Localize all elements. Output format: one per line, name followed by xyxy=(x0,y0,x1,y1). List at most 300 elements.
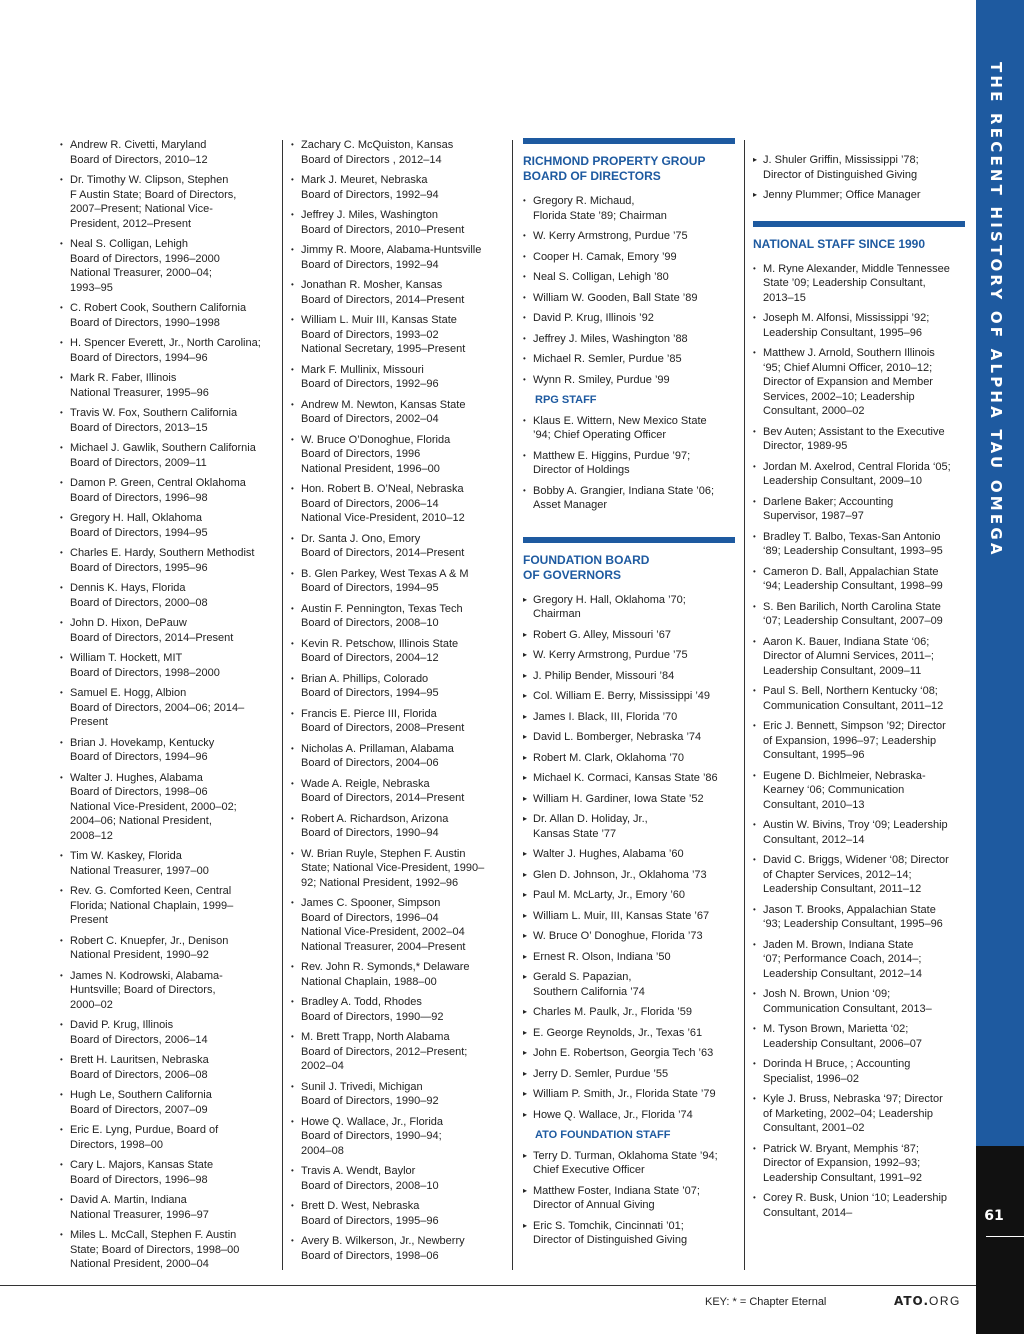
list-item xyxy=(291,532,509,561)
list-item xyxy=(753,262,965,306)
list-item xyxy=(753,1022,965,1051)
list-item xyxy=(523,291,735,306)
list-item-line: W. Kerry Armstrong, Purdue ’75 xyxy=(533,230,688,242)
list-item xyxy=(523,229,735,244)
list-item xyxy=(753,153,965,182)
list-item-line: Dennis K. Hays, Florida xyxy=(70,582,186,594)
list-item-line: Mark J. Meuret, Nebraska xyxy=(301,174,428,186)
list-item xyxy=(523,373,735,388)
column-board-list-2 xyxy=(291,138,509,1269)
list-item-line: National Chaplain, 1988–00 xyxy=(301,975,437,988)
list-item-line: Leadership Consultant, 2011–12 xyxy=(763,883,922,895)
list-item-line: President, 2012–Present xyxy=(70,217,192,230)
list-item-line: Corey R. Busk, Union ‘10; Leadership xyxy=(763,1192,948,1204)
list-item-line: Kevin R. Petschow, Illinois State xyxy=(301,637,459,650)
list-item-line: ’94; Chief Operating Officer xyxy=(533,429,667,441)
list-item xyxy=(753,1142,965,1186)
list-item-line: W. Kerry Armstrong, Purdue ’75 xyxy=(533,649,688,661)
list-item xyxy=(60,371,280,400)
foundation-staff-list xyxy=(523,1149,735,1248)
list-item-line: Eugene D. Bichlmeier, Nebraska- xyxy=(763,769,926,782)
list-item-line: Board of Directors, 1994–95 xyxy=(70,526,208,539)
list-item-line: Ernest R. Olson, Indiana ’50 xyxy=(533,950,671,963)
list-item-line: Jeffrey J. Miles, Washington ’88 xyxy=(533,332,688,345)
list-item xyxy=(753,719,965,763)
list-item xyxy=(523,628,735,643)
list-item-line: W. Bruce O’Donoghue, Florida xyxy=(301,433,451,446)
list-item xyxy=(523,751,735,766)
list-item xyxy=(523,847,735,862)
column-rpg-foundation xyxy=(523,138,735,1254)
list-item-line: Walter J. Hughes, Alabama xyxy=(70,771,203,784)
list-item-line: Joseph M. Alfonsi, Mississippi ’92; xyxy=(763,312,930,324)
list-item xyxy=(523,1219,735,1248)
list-item xyxy=(753,818,965,847)
list-item xyxy=(60,1088,280,1117)
list-item-line: National President, 2000–04 xyxy=(70,1258,209,1270)
list-item-line: Consultant, 2014– xyxy=(763,1206,853,1219)
list-item-line: Board of Directors, 2014–Present xyxy=(301,293,465,306)
page-number-rule xyxy=(986,1236,1024,1237)
list-item-line: C. Robert Cook, Southern California xyxy=(70,302,247,314)
list-item xyxy=(523,1184,735,1213)
list-item-line: William P. Smith, Jr., Florida State ’79 xyxy=(533,1088,716,1100)
list-item-line: Board of Directors, 2004–06; 2014– xyxy=(70,701,245,714)
list-item xyxy=(753,346,965,419)
list-item-line: ‘07; Performance Coach, 2014–; xyxy=(763,953,922,965)
rpg-staff-heading: RPG STAFF xyxy=(535,394,597,406)
list-item xyxy=(291,173,509,202)
list-item-line: Walter J. Hughes, Alabama ’60 xyxy=(533,848,684,860)
rpg-staff-list xyxy=(523,414,735,513)
rpg-board-list xyxy=(523,194,735,387)
list-item xyxy=(60,616,280,645)
running-title: THE RECENT HISTORY OF ALPHA TAU OMEGA xyxy=(987,62,1005,558)
list-item-line: Charles E. Hardy, Southern Methodist xyxy=(70,547,255,559)
page-number-box xyxy=(976,1146,1024,1334)
list-item-line: Bradley T. Balbo, Texas-San Antonio xyxy=(763,530,941,543)
list-item xyxy=(291,812,509,841)
list-item-line: Board of Directors, 2006–14 xyxy=(301,497,439,510)
list-item xyxy=(291,398,509,427)
list-item-line: Board of Directors, 2006–14 xyxy=(70,1033,208,1046)
list-item-line: M. Tyson Brown, Marietta ‘02; xyxy=(763,1023,909,1035)
list-item-line: Matthew E. Higgins, Purdue ’97; xyxy=(533,449,691,462)
list-item-line: National Vice-President, 2010–12 xyxy=(301,512,465,524)
list-item xyxy=(60,884,280,928)
list-item-line: William L. Muir III, Kansas State xyxy=(301,314,457,326)
list-item xyxy=(523,1149,735,1178)
list-item xyxy=(753,1191,965,1220)
list-item-line: Director of Distinguished Giving xyxy=(533,1234,688,1246)
list-item xyxy=(291,637,509,666)
list-item-line: 2000–02 xyxy=(70,998,113,1011)
list-item xyxy=(291,896,509,954)
footer-key: KEY: * = Chapter Eternal xyxy=(705,1296,827,1308)
list-item-line: 2008–12 xyxy=(70,829,113,842)
list-item-line: Eric J. Bennett, Simpson ’92; Director xyxy=(763,720,946,732)
list-item-line: Col. William E. Berry, Mississippi ’49 xyxy=(533,690,711,702)
list-item-line: Director of Alumni Services, 2011–; xyxy=(763,650,934,662)
list-item-line: Communication Consultant, 2011–12 xyxy=(763,699,944,712)
list-item xyxy=(291,847,509,891)
list-item xyxy=(523,250,735,265)
list-item-line: Board of Directors, 2008–Present xyxy=(301,722,465,734)
list-item-line: Leadership Consultant, 2009–10 xyxy=(763,475,923,487)
list-item xyxy=(753,460,965,489)
list-item-line: E. George Reynolds, Jr., Texas ’61 xyxy=(533,1026,703,1039)
list-item-line: David A. Martin, Indiana xyxy=(70,1194,187,1206)
list-item xyxy=(60,336,280,365)
list-item-line: W. Bruce O’ Donoghue, Florida ’73 xyxy=(533,930,703,942)
list-item xyxy=(523,648,735,663)
list-item xyxy=(291,313,509,357)
list-item-line: Board of Directors, 1992–96 xyxy=(301,378,439,390)
list-item-line: F Austin State; Board of Directors, xyxy=(70,188,237,201)
list-item xyxy=(523,1108,735,1123)
list-item xyxy=(60,969,280,1013)
list-item-line: Dr. Santa J. Ono, Emory xyxy=(301,532,421,545)
list-item xyxy=(523,352,735,367)
list-item-line: National Treasurer, 2004–Present xyxy=(301,940,466,953)
footer-rule xyxy=(0,1285,976,1286)
list-item-line: Board of Directors, 1996–2000 xyxy=(70,252,220,265)
list-item-line: 92; National President, 1992–96 xyxy=(301,876,459,889)
list-item xyxy=(523,449,735,478)
list-item-line: J. Philip Bender, Missouri ’84 xyxy=(533,669,675,682)
list-item-line: National Vice-President, 2002–04 xyxy=(301,926,465,938)
list-item-line: Board of Directors, 1993–02 xyxy=(301,328,439,341)
list-item-line: Zachary C. McQuiston, Kansas xyxy=(301,139,454,151)
list-item xyxy=(60,173,280,231)
list-item xyxy=(753,635,965,679)
list-item-line: William L. Muir, III, Kansas State ’67 xyxy=(533,909,710,922)
list-item-line: W. Brian Ruyle, Stephen F. Austin xyxy=(301,847,466,860)
list-item-line: Travis W. Fox, Southern California xyxy=(70,407,238,419)
list-item xyxy=(523,950,735,965)
list-item-line: Florida State ’89; Chairman xyxy=(533,209,667,222)
list-item-line: ‘93; Leadership Consultant, 1995–96 xyxy=(763,918,943,930)
list-item-line: National Secretary, 1995–Present xyxy=(301,343,466,355)
list-item-line: Josh N. Brown, Union ‘09; xyxy=(763,988,891,1000)
list-item xyxy=(753,425,965,454)
list-item-line: Wade A. Reigle, Nebraska xyxy=(301,777,430,790)
list-item xyxy=(60,1123,280,1152)
list-item-line: Board of Directors, 1994–96 xyxy=(70,351,208,364)
list-item-line: Board of Directors, 1994–95 xyxy=(301,582,439,594)
list-item-line: Board of Directors, 1996–04 xyxy=(301,911,439,924)
list-item-line: Board of Directors, 1990–94 xyxy=(301,827,439,839)
list-item-line: John D. Hixon, DePauw xyxy=(70,617,187,629)
list-item xyxy=(291,777,509,806)
list-item xyxy=(523,669,735,684)
list-item-line: Robert C. Knuepfer, Jr., Denison xyxy=(70,934,229,947)
list-item-line: David C. Briggs, Widener ‘08; Director xyxy=(763,854,949,866)
list-item-line: National Vice-President, 2000–02; xyxy=(70,800,237,813)
list-item-line: Director of Expansion, 1992–93; xyxy=(763,1157,921,1169)
list-item xyxy=(291,960,509,989)
list-item-line: M. Ryne Alexander, Middle Tennessee xyxy=(763,262,950,275)
list-item-line: Present xyxy=(70,914,108,926)
column-board-list-1 xyxy=(60,138,280,1278)
list-item-line: Florida; National Chaplain, 1999– xyxy=(70,899,234,912)
list-item xyxy=(291,1199,509,1228)
list-item-line: Rev. G. Comforted Keen, Central xyxy=(70,885,232,897)
list-item xyxy=(291,363,509,392)
list-item-line: James C. Spooner, Simpson xyxy=(301,897,441,909)
board-list-2 xyxy=(291,138,509,1263)
list-item xyxy=(291,707,509,736)
list-item xyxy=(523,194,735,223)
list-item xyxy=(753,903,965,932)
list-item xyxy=(753,769,965,813)
list-item-line: Patrick W. Bryant, Memphis ‘87; xyxy=(763,1142,919,1155)
list-item-line: 2002–04 xyxy=(301,1060,344,1072)
column-divider-2 xyxy=(512,140,513,1270)
list-item-line: Southern California ’74 xyxy=(533,985,645,998)
list-item-line: Director of Expansion and Member xyxy=(763,376,933,388)
list-item-line: Board of Directors, 2014–Present xyxy=(301,547,465,559)
list-item-line: Mark F. Mullinix, Missouri xyxy=(301,363,424,376)
section-bar xyxy=(523,537,735,543)
list-item-line: Howe Q. Wallace, Jr., Florida xyxy=(301,1115,444,1128)
list-item-line: National Treasurer, 2000–04; xyxy=(70,267,212,279)
list-item-line: Robert M. Clark, Oklahoma ’70 xyxy=(533,751,684,764)
list-item-line: Director of Annual Giving xyxy=(533,1199,655,1211)
list-item-line: Chief Executive Officer xyxy=(533,1164,645,1176)
list-item-line: Kyle J. Bruss, Nebraska ‘97; Director xyxy=(763,1093,943,1105)
list-item-line: Hon. Robert B. O’Neal, Nebraska xyxy=(301,483,464,495)
list-item-line: Board of Directors, 1995–96 xyxy=(301,1214,439,1227)
section-bar xyxy=(523,138,735,144)
list-item xyxy=(523,1087,735,1102)
list-item-line: Charles M. Paulk, Jr., Florida ’59 xyxy=(533,1006,692,1018)
list-item xyxy=(523,1005,735,1020)
list-item-line: Gregory H. Hall, Oklahoma ’70; xyxy=(533,593,686,606)
list-item xyxy=(523,888,735,903)
list-item xyxy=(523,970,735,999)
list-item xyxy=(523,270,735,285)
list-item-line: Director of Distinguished Giving xyxy=(763,168,918,181)
list-item xyxy=(291,1234,509,1263)
list-item-line: Brian A. Phillips, Colorado xyxy=(301,672,429,685)
list-item xyxy=(753,600,965,629)
list-item xyxy=(523,689,735,704)
list-item xyxy=(60,1018,280,1047)
list-item xyxy=(291,278,509,307)
list-item-line: National President, 1996–00 xyxy=(301,462,440,475)
list-item xyxy=(60,1193,280,1222)
list-item xyxy=(753,684,965,713)
list-item-line: Board of Directors , 2012–14 xyxy=(301,153,442,166)
list-item-line: Michael J. Gawlik, Southern California xyxy=(70,442,256,454)
list-item-line: Darlene Baker; Accounting xyxy=(763,495,894,508)
list-item-line: Brian J. Hovekamp, Kentucky xyxy=(70,736,215,749)
list-item-line: William H. Gardiner, Iowa State ’52 xyxy=(533,792,704,805)
list-item xyxy=(753,853,965,897)
list-item-line: Consultant, 2012–14 xyxy=(763,833,865,846)
list-item-line: State; National Vice-President, 1990– xyxy=(301,862,485,874)
list-item-line: Glen D. Johnson, Jr., Oklahoma ’73 xyxy=(533,868,707,881)
rpg-board-heading: RICHMOND PROPERTY GROUP BOARD OF DIRECTORS xyxy=(523,154,706,183)
list-item xyxy=(523,710,735,725)
list-item-line: Board of Directors, 1990–94; xyxy=(301,1130,442,1142)
list-item-line: Brett D. West, Nebraska xyxy=(301,1200,420,1212)
list-item-line: Brett H. Lauritsen, Nebraska xyxy=(70,1054,209,1066)
list-item-line: 1993–95 xyxy=(70,281,113,294)
list-item-line: Board of Directors, 2004–06 xyxy=(301,757,439,769)
list-item-line: Bobby A. Grangier, Indiana State ’06; xyxy=(533,484,715,497)
list-item xyxy=(753,188,965,203)
list-item-line: Board of Directors, 1995–96 xyxy=(70,561,208,574)
list-item-line: Director of Holdings xyxy=(533,464,630,476)
list-item-line: Wynn R. Smiley, Purdue ’99 xyxy=(533,373,670,386)
list-item-line: Nicholas A. Prillaman, Alabama xyxy=(301,742,454,755)
list-item-line: Jimmy R. Moore, Alabama-Huntsville xyxy=(301,244,482,256)
list-item xyxy=(60,441,280,470)
list-item xyxy=(523,771,735,786)
list-item xyxy=(60,406,280,435)
list-item xyxy=(753,530,965,559)
list-item-line: Gregory R. Michaud, xyxy=(533,195,635,207)
list-item-line: Cameron D. Ball, Appalachian State xyxy=(763,565,939,578)
list-item xyxy=(753,565,965,594)
list-item-line: Board of Directors, 1990—92 xyxy=(301,1010,444,1023)
list-item-line: James I. Black, III, Florida ’70 xyxy=(533,710,678,723)
list-item-line: Board of Directors, 2010–12 xyxy=(70,153,208,166)
list-item xyxy=(523,414,735,443)
list-item-line: ‘95; Chief Alumni Officer, 2010–12; xyxy=(763,361,933,374)
list-item-line: Michael K. Cormaci, Kansas State ’86 xyxy=(533,772,718,784)
list-item xyxy=(60,301,280,330)
list-item-line: William T. Hockett, MIT xyxy=(70,652,183,664)
list-item-line: Board of Directors, 1998–2000 xyxy=(70,666,220,679)
list-item-line: Board of Directors, 2012–Present; xyxy=(301,1045,468,1058)
list-item xyxy=(291,1030,509,1074)
list-item-line: Board of Directors, 2010–Present xyxy=(301,223,465,236)
list-item-line: Robert A. Richardson, Arizona xyxy=(301,812,449,825)
list-item-line: Board of Directors, 2007–09 xyxy=(70,1103,208,1116)
list-item-line: Eric E. Lyng, Purdue, Board of xyxy=(70,1124,219,1136)
list-item xyxy=(291,567,509,596)
list-item-line: Robert G. Alley, Missouri ’67 xyxy=(533,628,671,641)
list-item-line: Leadership Consultant, 1995–96 xyxy=(763,326,923,339)
list-item xyxy=(60,1228,280,1272)
list-item-line: Neal S. Colligan, Lehigh ’80 xyxy=(533,271,669,283)
list-item-line: Neal S. Colligan, Lehigh xyxy=(70,238,189,250)
list-item xyxy=(60,686,280,730)
list-item xyxy=(291,1115,509,1159)
list-item xyxy=(753,1092,965,1136)
list-item xyxy=(291,243,509,272)
list-item-line: Board of Directors, 2006–08 xyxy=(70,1068,208,1081)
list-item-line: Leadership Consultant, 2006–07 xyxy=(763,1037,923,1050)
list-item-line: David L. Bomberger, Nebraska ’74 xyxy=(533,731,702,743)
list-item xyxy=(523,909,735,924)
column-national-staff xyxy=(753,153,965,1226)
list-item xyxy=(523,332,735,347)
list-item xyxy=(523,792,735,807)
list-item xyxy=(753,495,965,524)
list-item-line: Damon P. Green, Central Oklahoma xyxy=(70,477,246,489)
list-item-line: Miles L. McCall, Stephen F. Austin xyxy=(70,1229,237,1241)
list-item xyxy=(523,812,735,841)
list-item xyxy=(291,672,509,701)
list-item-line: Bev Auten; Assistant to the Executive xyxy=(763,425,945,438)
list-item xyxy=(60,651,280,680)
list-item-line: Dr. Timothy W. Clipson, Stephen xyxy=(70,174,229,186)
list-item-line: Austin F. Pennington, Texas Tech xyxy=(301,602,463,615)
list-item-line: Leadership Consultant, 2012–14 xyxy=(763,967,923,980)
list-item xyxy=(60,476,280,505)
list-item xyxy=(753,938,965,982)
list-item-line: Mark R. Faber, Illinois xyxy=(70,372,177,384)
list-item-line: 2013–15 xyxy=(763,291,806,304)
list-item-line: Andrew M. Newton, Kansas State xyxy=(301,398,466,411)
national-staff-list xyxy=(753,262,965,1221)
list-item-line: Board of Directors, 2002–04 xyxy=(301,413,439,425)
list-item-line: Dorinda H Bruce, ; Accounting xyxy=(763,1058,911,1070)
list-item-line: Austin W. Bivins, Troy ‘09; Leadership xyxy=(763,819,948,831)
list-item-line: Klaus E. Wittern, New Mexico State xyxy=(533,414,707,427)
list-item xyxy=(291,482,509,526)
list-item xyxy=(753,987,965,1016)
foundation-board-heading: FOUNDATION BOARD OF GOVERNORS xyxy=(523,552,650,582)
list-item xyxy=(291,602,509,631)
list-item xyxy=(60,138,280,167)
foundation-board-list xyxy=(523,593,735,1123)
list-item-line: 2007–Present; National Vice- xyxy=(70,203,213,215)
list-item-line: Consultant, 2010–13 xyxy=(763,798,865,811)
list-item-line: National President, 1990–92 xyxy=(70,949,209,961)
section-bar xyxy=(753,221,965,227)
list-item-line: Directors, 1998–00 xyxy=(70,1138,163,1151)
list-item-line: Jaden M. Brown, Indiana State xyxy=(763,938,914,951)
list-item-line: Paul S. Bell, Northern Kentucky ‘08; xyxy=(763,685,938,697)
list-item-line: Kearney ‘06; Communication xyxy=(763,784,905,796)
list-item-line: Sunil J. Trivedi, Michigan xyxy=(301,1080,423,1093)
list-item-line: Consultant, 2001–02 xyxy=(763,1122,865,1134)
list-item xyxy=(60,581,280,610)
list-item-line: Specialist, 1996–02 xyxy=(763,1072,860,1085)
list-item-line: Tim W. Kaskey, Florida xyxy=(70,850,182,862)
column-divider-3 xyxy=(744,140,745,1270)
list-item xyxy=(523,730,735,745)
list-item-line: Samuel E. Hogg, Albion xyxy=(70,687,187,699)
list-item-line: of Chapter Services, 2012–14; xyxy=(763,868,912,881)
list-item xyxy=(60,511,280,540)
list-item-line: Bradley A. Todd, Rhodes xyxy=(301,996,422,1008)
list-item-line: Consultant, 1995–96 xyxy=(763,749,865,761)
list-item-line: Cooper H. Camak, Emory ’99 xyxy=(533,250,677,263)
list-item xyxy=(60,736,280,765)
list-item-line: Huntsville; Board of Directors, xyxy=(70,984,216,996)
list-item-line: Paul M. McLarty, Jr., Emory ’60 xyxy=(533,889,686,901)
list-item-line: State ’09; Leadership Consultant, xyxy=(763,277,926,289)
list-item xyxy=(291,1164,509,1193)
list-item-line: Board of Directors, 2000–08 xyxy=(70,596,208,609)
list-item-line: Consultant, 2000–02 xyxy=(763,405,865,417)
list-item-line: Board of Directors, 1996 xyxy=(301,448,421,460)
list-item-line: Dr. Allan D. Holiday, Jr., xyxy=(533,813,648,825)
list-item-line: Board of Directors, 1998–06 xyxy=(70,786,208,798)
list-item-line: Board of Directors, 1990–92 xyxy=(301,1095,439,1107)
list-item-line: Board of Directors, 2014–Present xyxy=(70,631,234,644)
list-item xyxy=(523,311,735,326)
list-item-line: Board of Directors, 2004–12 xyxy=(301,652,439,664)
list-item-line: Jordan M. Axelrod, Central Florida ‘05; xyxy=(763,460,951,473)
list-item-line: ‘94; Leadership Consultant, 1998–99 xyxy=(763,580,943,592)
